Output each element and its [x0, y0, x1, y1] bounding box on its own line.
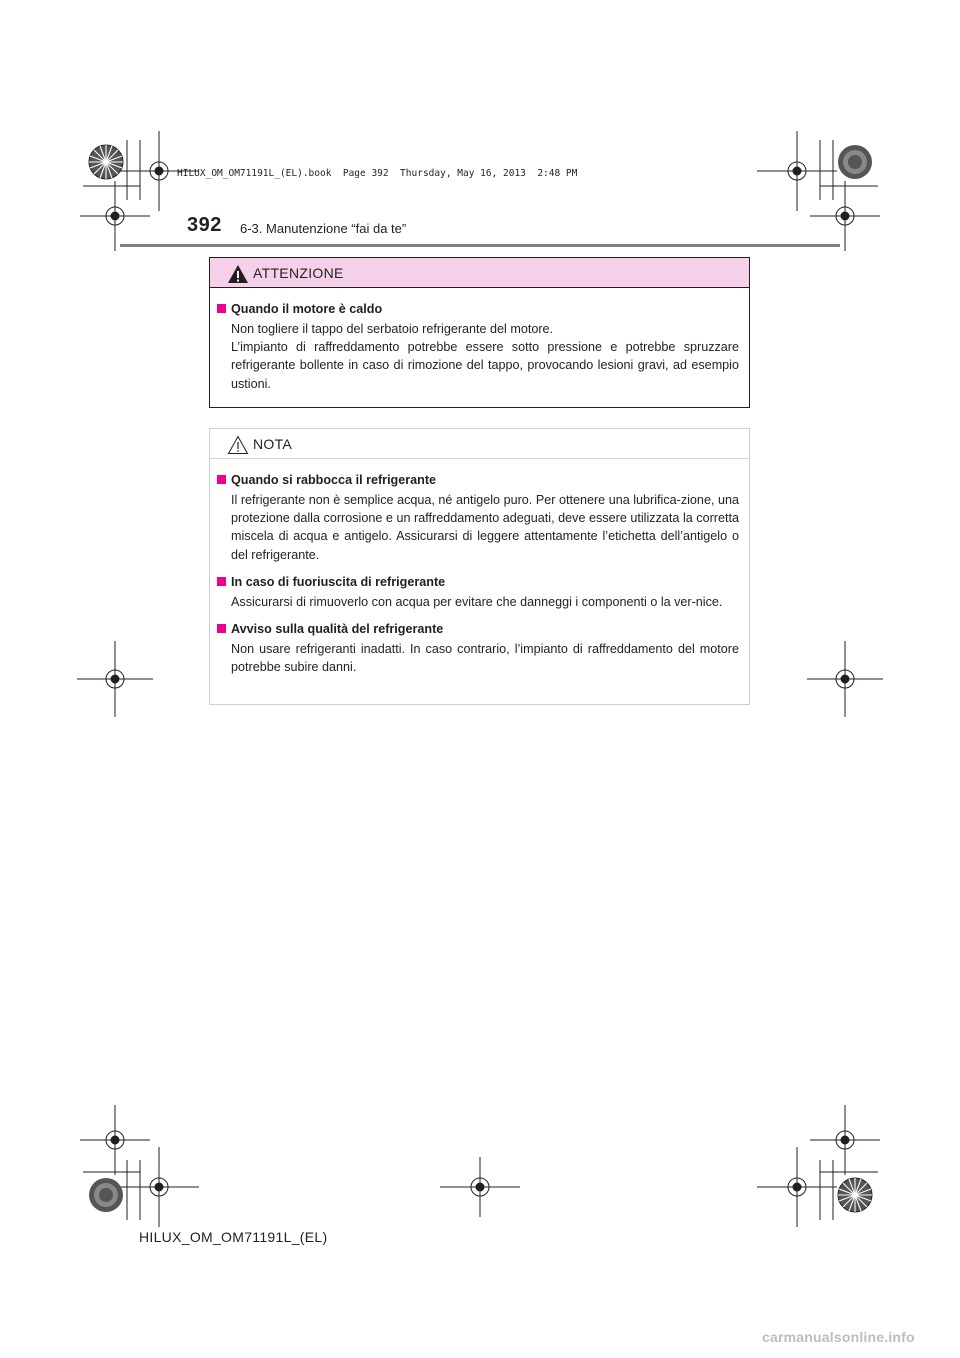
warning-triangle-outline-icon	[227, 435, 249, 455]
section-title: 6-3. Manutenzione “fai da te”	[240, 221, 407, 236]
notice-item-text: Assicurarsi di rimuoverlo con acqua per evitare che danneggi i componenti o la ver-nice.	[231, 594, 723, 609]
notice-item-title: Quando si rabbocca il refrigerante	[231, 473, 437, 487]
square-bullet-icon	[217, 577, 226, 586]
warning-item-title: Quando il motore è caldo	[231, 302, 383, 316]
notice-item-title: In caso di fuoriuscita di refrigerante	[231, 574, 446, 589]
square-bullet-icon	[217, 304, 226, 313]
notice-header	[210, 429, 749, 459]
warning-item-text: Non togliere il tappo del serbatoio refrigerante del motore.	[231, 322, 554, 336]
notice-item	[217, 471, 739, 564]
warning-label: ATTENZIONE	[253, 265, 344, 281]
notice-item-text: Non usare refrigeranti inadatti. In caso contrario, l’impianto di raffreddamento del motore potrebbe subire danni.	[231, 642, 739, 675]
notice-item	[217, 573, 739, 611]
warning-item-text: L’impianto di raffreddamento potrebbe essere sotto pressione e potrebbe spruzzare refrigerante bollente in caso di rimozione del tappo, provocando lesioni gravi, ad esempio ustioni.	[231, 340, 739, 391]
watermark: carmanualsonline.info	[762, 1329, 915, 1345]
square-bullet-icon	[217, 624, 226, 633]
warning-box	[209, 257, 750, 408]
book-info: HILUX_OM_OM71191L_(EL).book Page 392 Thursday, May 16, 2013 2:48 PM	[177, 168, 578, 179]
square-bullet-icon	[217, 475, 226, 484]
footer-code: HILUX_OM_OM71191L_(EL)	[139, 1229, 328, 1245]
warning-triangle-filled-icon	[227, 264, 249, 284]
notice-label: NOTA	[253, 436, 293, 452]
notice-item-text: Il refrigerante non è semplice acqua, né antigelo puro. Per ottenere una lubrifica-zione, una protezione dalla corrosione e un raffreddamento adeguati, deve essere utilizzata la corretta miscela di acqua e antigelo. Assicurarsi di leggere attentamente l’etichetta dell’antigelo o del refrigerante.	[231, 493, 739, 562]
page-number: 392	[187, 214, 222, 236]
notice-item	[217, 620, 739, 676]
header-rule	[120, 244, 840, 247]
warning-header	[210, 258, 749, 288]
notice-box	[209, 428, 750, 705]
warning-item	[217, 300, 739, 393]
notice-item-title: Avviso sulla qualità del refrigerante	[231, 622, 444, 637]
